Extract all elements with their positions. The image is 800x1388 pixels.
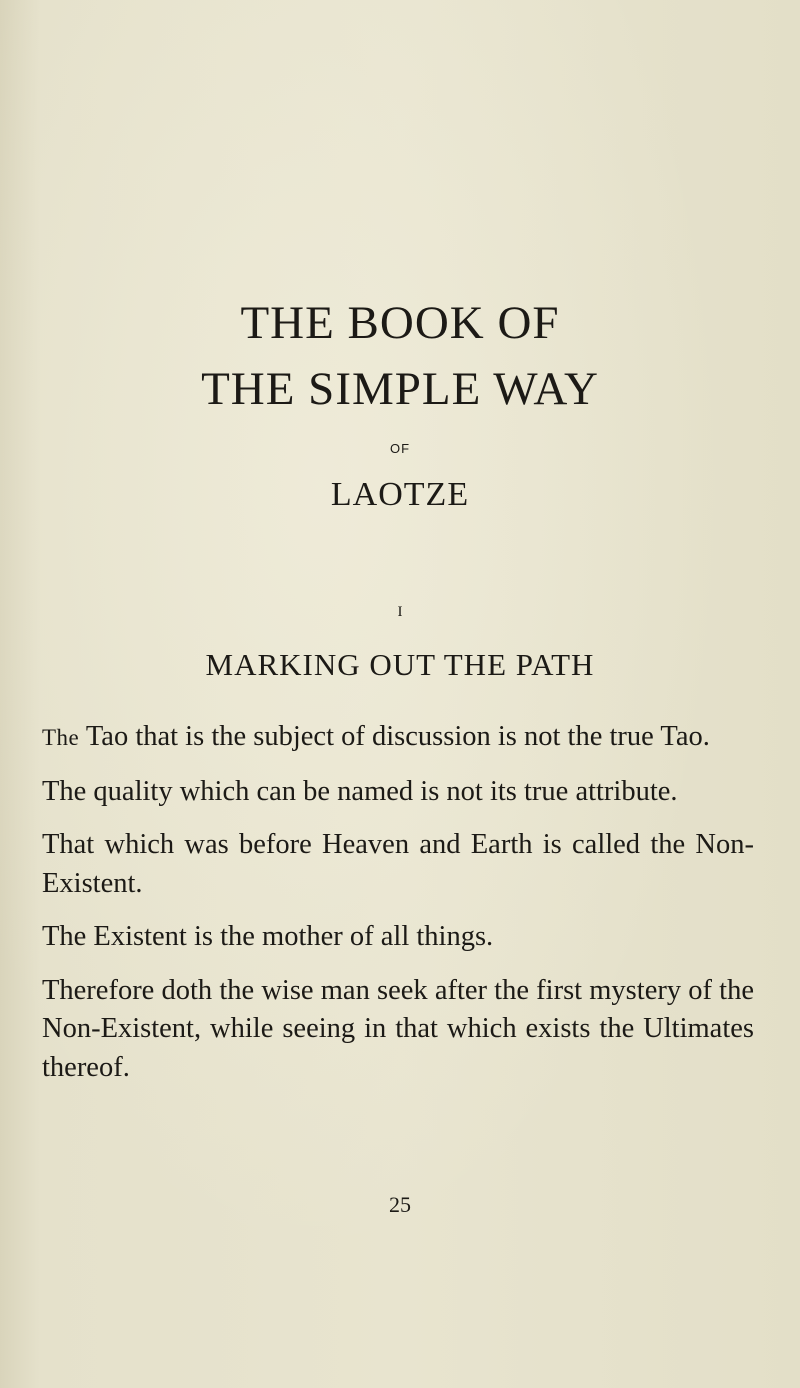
of-label: OF — [389, 441, 411, 456]
body-text — [42, 718, 754, 1102]
page-number: 25 — [389, 1192, 411, 1217]
paragraph: That which was before Heaven and Earth is called the Non-Existent. — [42, 829, 754, 899]
paragraph-lead-small-caps: The — [42, 725, 80, 750]
author-name: LAOTZE — [330, 476, 470, 513]
book-title-line-2: THE SIMPLE WAY — [201, 363, 599, 415]
chapter-number: I — [397, 604, 403, 620]
book-title-line-1: THE BOOK OF — [240, 297, 560, 349]
paragraph: The Existent is the mother of all things. — [42, 921, 494, 952]
paragraph-text: Tao that is the subject of discussion is not the true Tao. — [79, 721, 710, 752]
paragraph — [42, 718, 754, 758]
paragraph: The quality which can be named is not its true attribute. — [42, 775, 678, 807]
paragraph: Therefore doth the wise man seek after the first mystery of the Non-Existent, while seeing in that which exists the Ultimates thereof. — [42, 974, 754, 1083]
chapter-title: MARKING OUT THE PATH — [205, 647, 595, 682]
